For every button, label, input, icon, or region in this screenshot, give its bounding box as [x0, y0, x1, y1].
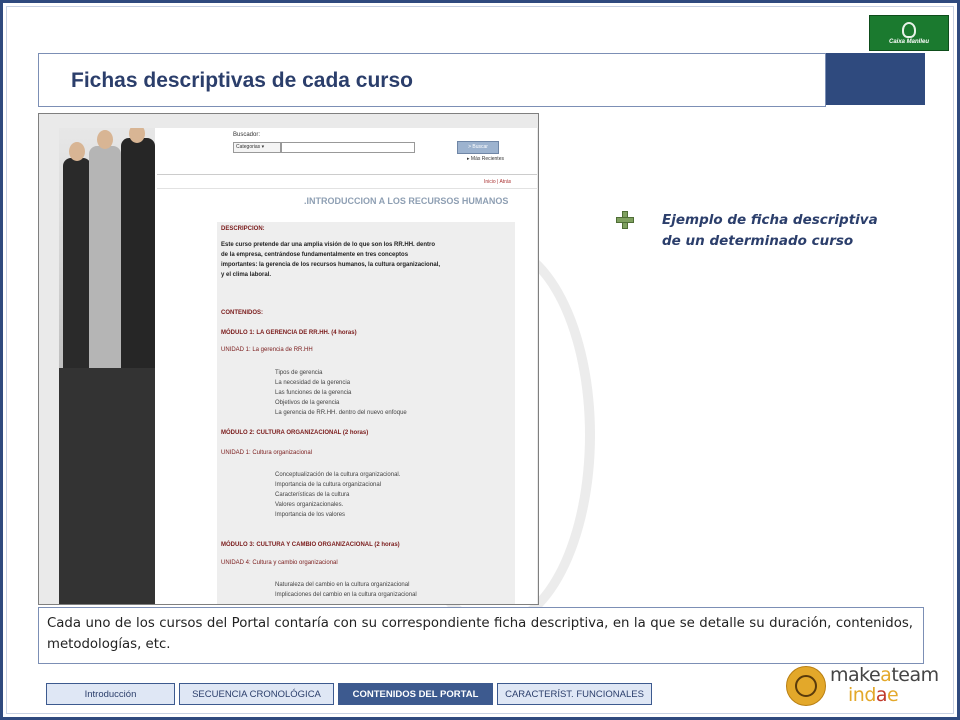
- section-heading: DESCRIPCION:: [221, 226, 265, 232]
- description-line: importantes: la gerencia de los recursos humanos, la cultura organizacional,: [221, 262, 441, 268]
- person-head: [97, 130, 113, 149]
- example-caption: [662, 210, 902, 252]
- search-button[interactable]: > Buscar: [457, 141, 499, 154]
- topic-item: Objetivos de la gerencia: [275, 400, 340, 406]
- person-figure: [121, 138, 155, 368]
- search-input[interactable]: [281, 142, 415, 153]
- tab-introduccion[interactable]: Introducción: [46, 683, 175, 705]
- example-caption-line2: de un determinado curso: [662, 233, 854, 249]
- recent-link-label: Más Recientes: [470, 156, 504, 162]
- topic-item: Las funciones de la gerencia: [275, 390, 352, 396]
- unit-heading: UNIDAD 1: La gerencia de RR.HH: [221, 347, 313, 353]
- divider: [157, 174, 537, 175]
- description-line: de la empresa, centrándose fundamentalmente en tres conceptos: [221, 252, 409, 258]
- topic-item: Conceptualización de la cultura organizacional.: [275, 472, 401, 478]
- description-line: Este curso pretende dar una amplia visión de lo que son los RR.HH. dentro: [221, 242, 436, 248]
- person-figure: [63, 158, 91, 368]
- makeateam-wordmark: makeateam: [830, 664, 939, 686]
- caixa-manlleu-logo: [869, 15, 949, 51]
- topic-item: Valores organizacionales.: [275, 502, 344, 508]
- screenshot-page: [59, 128, 537, 604]
- person-figure: [89, 146, 121, 368]
- makeateam-indae-logo: [786, 664, 939, 706]
- course-title: .INTRODUCCION A LOS RECURSOS HUMANOS: [304, 196, 509, 206]
- title-bar: [38, 53, 826, 107]
- unit-heading: UNIDAD 4: Cultura y cambio organizacional: [221, 560, 338, 566]
- course-screenshot: [38, 113, 539, 605]
- course-description-panel: [217, 222, 515, 604]
- tab-caracterist-funcionales[interactable]: CARACTERÍST. FUNCIONALES: [497, 683, 652, 705]
- category-select[interactable]: Categorias ▾: [233, 142, 281, 153]
- nav-links[interactable]: Inicio | Atrás: [484, 179, 512, 185]
- page-title: Fichas descriptivas de cada curso: [71, 69, 413, 92]
- topic-item: Importancia de los valores: [275, 512, 346, 518]
- caixa-emblem-icon: [902, 22, 916, 38]
- module-heading: MÓDULO 3: CULTURA Y CAMBIO ORGANIZACIONAL (2 horas): [221, 542, 400, 548]
- topic-item: La gerencia de RR.HH. dentro del nuevo enfoque: [275, 410, 407, 416]
- topic-item: Naturaleza del cambio en la cultura organizacional: [275, 582, 410, 588]
- makeateam-emblem-icon: [786, 666, 826, 706]
- recent-link[interactable]: ▸ Más Recientes: [467, 156, 504, 162]
- divider: [157, 188, 537, 189]
- plus-icon: [616, 211, 634, 229]
- topic-item: Implicaciones del cambio en la cultura organizacional: [275, 592, 417, 598]
- description-line: y el clima laboral.: [221, 272, 272, 278]
- business-people-photo: [59, 128, 155, 368]
- description-text: Cada uno de los cursos del Portal contaría con su correspondiente ficha descriptiva, en la que se detalle su duración, contenidos, metodologías, etc.: [47, 616, 913, 652]
- indae-wordmark: indae: [848, 684, 899, 706]
- module-heading: MÓDULO 2: CULTURA ORGANIZACIONAL (2 horas): [221, 430, 369, 436]
- tab-secuencia-cronologica[interactable]: SECUENCIA CRONOLÓGICA: [179, 683, 334, 705]
- bottom-tabs: [46, 683, 652, 705]
- topic-item: Tipos de gerencia: [275, 370, 323, 376]
- buscador-label: Buscador:: [233, 132, 261, 138]
- section-heading: CONTENIDOS:: [221, 310, 263, 316]
- topic-item: Características de la cultura: [275, 492, 350, 498]
- category-select-value: Categorias: [236, 144, 261, 150]
- example-caption-line1: Ejemplo de ficha descriptiva: [662, 212, 878, 228]
- topic-item: Importancia de la cultura organizacional: [275, 482, 382, 488]
- person-head: [69, 142, 85, 161]
- description-box: [38, 607, 924, 664]
- title-accent-block: [826, 53, 925, 105]
- module-heading: MÓDULO 1: LA GERENCIA DE RR.HH. (4 horas): [221, 330, 357, 336]
- tab-contenidos-del-portal[interactable]: CONTENIDOS DEL PORTAL: [338, 683, 493, 705]
- caixa-logo-text: Caixa Manlleu: [888, 38, 929, 45]
- sidebar-panel: [59, 368, 155, 604]
- unit-heading: UNIDAD 1: Cultura organizacional: [221, 450, 313, 456]
- topic-item: La necesidad de la gerencia: [275, 380, 351, 386]
